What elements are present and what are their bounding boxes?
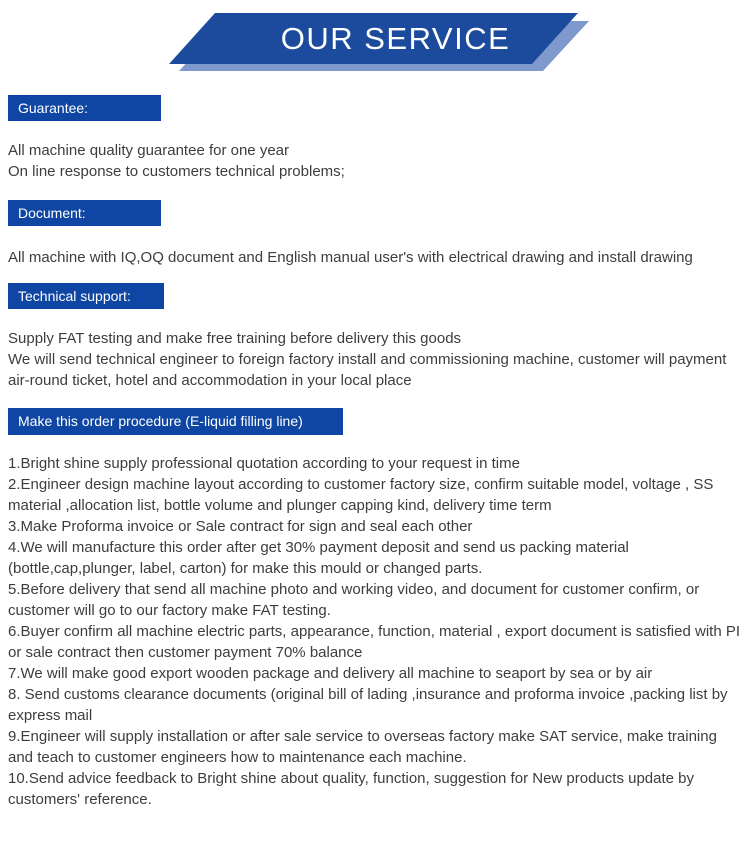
procedure-step-1: 1.Bright shine supply professional quotation according to your request in time [8,455,520,472]
section-heading-guarantee: Guarantee: [8,95,161,121]
section-heading-technical-support: Technical support: [8,283,164,309]
section-heading-order-procedure: Make this order procedure (E-liquid filling line) [8,408,343,435]
procedure-step-5: 5.Before delivery that send all machine photo and working video, and document for customer confirm, or customer will go to our factory make FAT testing. [8,581,700,619]
section-heading-document: Document: [8,200,161,226]
guarantee-line-2: On line response to customers technical problems; [8,163,345,180]
document-line-1: All machine with IQ,OQ document and English manual user's with electrical drawing and install drawing [8,249,693,266]
guarantee-line-1: All machine quality guarantee for one year [8,142,290,159]
procedure-step-10: 10.Send advice feedback to Bright shine about quality, function, suggestion for New products update by customers' reference. [8,770,694,808]
procedure-step-2: 2.Engineer design machine layout according to customer factory size, confirm suitable model, voltage , SS material ,allocation list, bottle volume and plunger capping kind, delivery time term [8,476,714,514]
procedure-step-3: 3.Make Proforma invoice or Sale contract for sign and seal each other [8,518,473,535]
service-banner [0,0,750,78]
procedure-step-9: 9.Engineer will supply installation or after sale service to overseas factory make SAT service, make training and teach to customer engineers how to maintenance each machine. [8,728,717,766]
technical-support-line-1: Supply FAT testing and make free training before delivery this goods [8,330,462,347]
procedure-step-7: 7.We will make good export wooden package and delivery all machine to seaport by sea or by air [8,665,653,682]
page-title: OUR SERVICE [280,21,511,56]
procedure-step-6: 6.Buyer confirm all machine electric parts, appearance, function, material , export document is satisfied with PI or sale contract then customer payment 70% balance [8,623,741,661]
procedure-step-4: 4.We will manufacture this order after get 30% payment deposit and send us packing material (bottle,cap,plunger, label, carton) for make this mould or changed parts. [8,539,629,577]
technical-support-line-2: We will send technical engineer to foreign factory install and commissioning machine, customer will payment air-round ticket, hotel and accommodation in your local place [8,351,727,389]
order-procedure-list [0,453,750,810]
procedure-step-8: 8. Send customs clearance documents (original bill of lading ,insurance and proforma invoice ,packing list by express mail [8,686,728,724]
